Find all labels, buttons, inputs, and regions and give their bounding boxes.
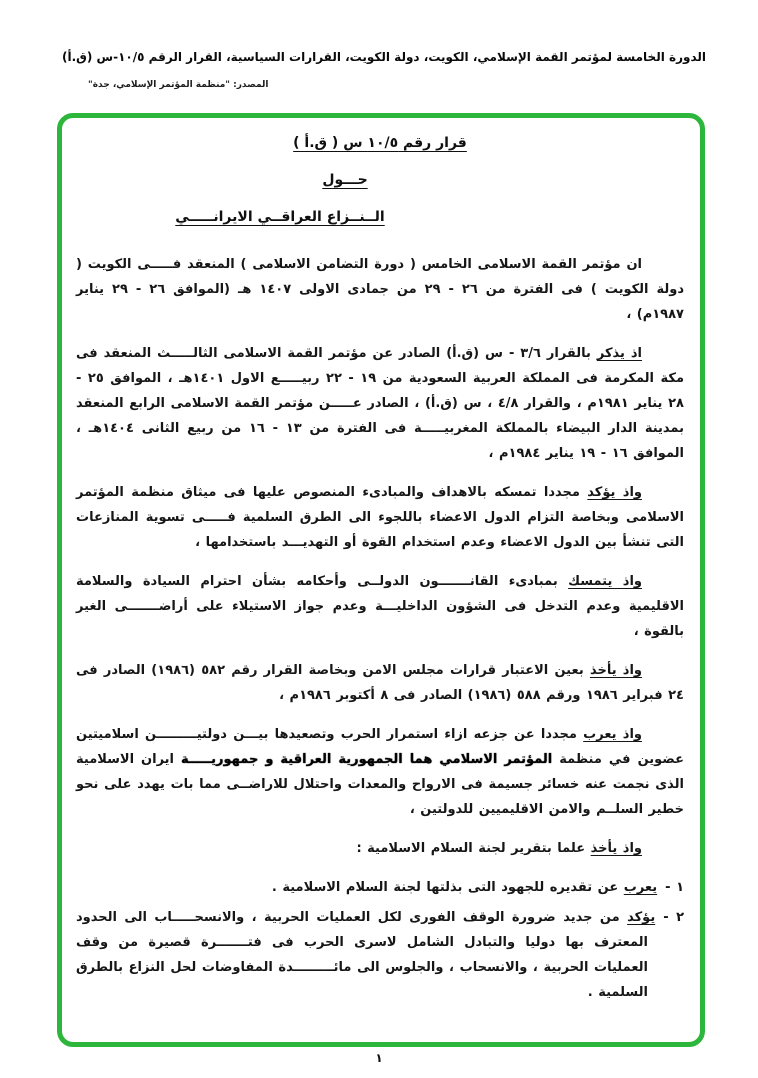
body-text: مجددا عن جزعه ازاء استمرار الحرب وتصعيدها بيـــن دولتيـــــــــن اسلاميتين عضوين في منظمة (76, 727, 684, 767)
source-label: المصدر: "منظمة المؤتمر الإسلامي، جدة" (88, 80, 269, 90)
underlined-lead: واذ يتمسك (568, 574, 642, 589)
body-text: علما بتقرير لجنة السلام الاسلامية : (356, 841, 591, 856)
body-text: عن تقديره للجهود التى بذلتها لجنة السلام الاسلامية . (271, 880, 624, 895)
paragraph (76, 658, 684, 708)
underlined-lead: اذ يذكر (596, 346, 642, 361)
paragraph (76, 569, 684, 644)
paragraph (76, 480, 684, 555)
paragraph (76, 722, 684, 822)
document-border-frame (57, 113, 705, 1047)
body-text: من جديد ضرورة الوقف الفورى لكل العمليات الحربية ، والانسحـــــاب الى الحدود المعترف بها دوليا والتبادل الشامل لاسرى الحرب فى فتـــــــرة قصيرة من وقف العمليات الحربية ، والانسحاب ، والجلوس الى مائـــــــــدة المفاوضات لحل النزاع بالطرق السلمية . (76, 910, 648, 1000)
heading-text: حـــول (322, 172, 368, 188)
list-item-number: ١ - (665, 880, 684, 895)
emphasized-text: المؤتمر الاسلامي هما الجمهورية العراقية و جمهوريـــــة (181, 752, 553, 767)
list-item-number: ٢ - (663, 910, 684, 925)
underlined-lead: يؤكد (627, 910, 656, 925)
paragraph (76, 252, 684, 327)
list-item (76, 875, 684, 900)
underlined-lead: يعرب (623, 880, 658, 895)
heading-text: الــنــزاع العراقــي الايرانـــــي (175, 209, 385, 225)
section-heading (76, 169, 684, 191)
body-text: ان مؤتمر القمة الاسلامى الخامس ( دورة التضامن الاسلامى ) المنعقد فـــــى الكويت ( دولة الكويت ) فى الفترة من ٢٦ - ٢٩ من جمادى الاولى ١٤٠٧ هـ (الموافق ٢٦ - ٢٩ يناير ١٩٨٧م) ، (76, 257, 685, 322)
page-number: ١ (375, 1051, 383, 1065)
underlined-lead: واذ يؤكد (587, 485, 642, 500)
resolution-title (76, 132, 684, 154)
body-text: ايران الاسلامية الذى نجمت عنه خسائر جسيمة فى الارواح والمعدات واحتلال للاراضــى مما بات يهدد على نحو خطير السلــم والامن الاقليميين للدولتين ، (76, 752, 684, 817)
list-item (76, 905, 684, 1005)
body-text: مجددا تمسكه بالاهداف والمبادىء المنصوص عليها فى ميثاق منظمة المؤتمر الاسلامى وبخاصة التزام الدول الاعضاء باللجوء الى الطرق السلمية فـــــى تسوية المنازعات التى تنشأ بين الدول الاعضاء وعدم استخدام القوة أو التهديـــد باستخدامها ، (76, 485, 684, 550)
body-text: بالقرار ٣/٦ - س (ق.أ) الصادر عن مؤتمر القمة الاسلامى الثالـــــث المنعقد فى مكة المكرمة فى المملكة العربية السعودية من ١٩ - ٢٢ ربيـــــع الاول ١٤٠١هـ ، الموافق ٢٥ - ٢٨ يناير ١٩٨١م ، والقرار ٤/٨ ، س (ق.أ) ، الصادر عـــــن مؤتمر القمة الاسلامى الرابع المنعقد بمدينة الدار البيضاء بالمملكة المغربيـــــة فى الفترة من ١٣ - ١٦ من ربيع الثانى ١٤٠٤هـ ، الموافق ١٦ - ١٩ يناير ١٩٨٤م ، (76, 346, 685, 461)
heading-text: قرار رقم ١٠/٥ س ( ق.أ ) (293, 135, 467, 151)
body-text: بعين الاعتبار قرارات مجلس الامن وبخاصة القرار رقم ٥٨٢ (١٩٨٦) الصادر فى ٢٤ فبراير ١٩٨٦ ورقم ٥٨٨ (١٩٨٦) الصادر فى ٨ أكتوبر ١٩٨٦م ، (76, 663, 684, 703)
body-text: بمبادىء القانـــــــون الدولــى وأحكامه بشأن احترام السيادة والسلامة الاقليمية وعدم التدخل فى الشؤون الداخليـــة وعدم جواز الاستيلاء على أراضـــــــى الغير بالقوة ، (76, 574, 684, 639)
section-heading (76, 206, 684, 228)
document-header-title: الدورة الخامسة لمؤتمر القمة الإسلامي، الكويت، دولة الكويت، القرارات السياسية، القرار الرقم ١٠/٥-س (ق.أ) (62, 50, 706, 64)
underlined-lead: واذ يأخذ (589, 663, 643, 678)
paragraph (76, 836, 684, 861)
underlined-lead: واذ يعرب (583, 727, 642, 742)
document-content (76, 132, 684, 1005)
paragraph (76, 341, 684, 466)
underlined-lead: واذ يأخذ (590, 841, 642, 856)
